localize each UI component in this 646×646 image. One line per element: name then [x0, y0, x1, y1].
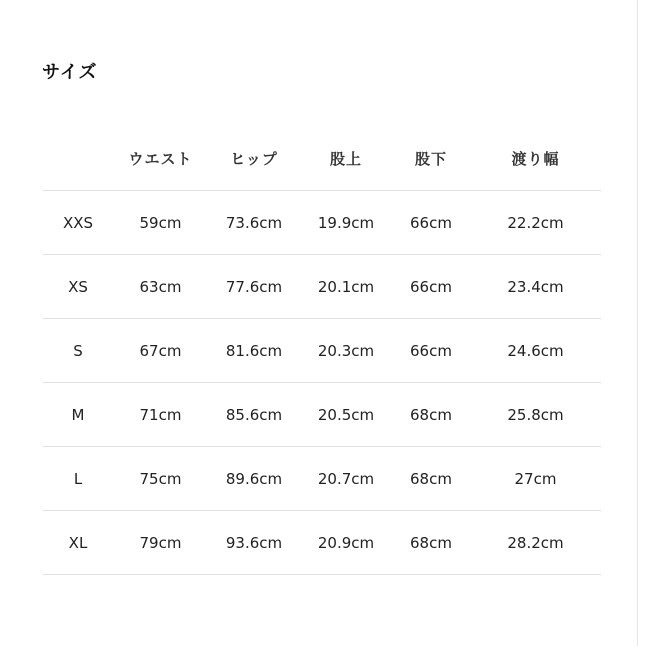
cell-size: M: [43, 383, 113, 447]
header-size: [43, 126, 113, 191]
cell-hip: 93.6cm: [208, 511, 300, 575]
cell-thigh-width: 24.6cm: [470, 319, 601, 383]
table-row: [43, 255, 601, 319]
cell-rise: 20.3cm: [300, 319, 392, 383]
table-row: [43, 191, 601, 255]
cell-thigh-width: 27cm: [470, 447, 601, 511]
header-rise: 股上: [300, 126, 392, 191]
cell-waist: 71cm: [113, 383, 208, 447]
header-inseam: 股下: [392, 126, 470, 191]
table-row: [43, 447, 601, 511]
cell-rise: 19.9cm: [300, 191, 392, 255]
cell-waist: 67cm: [113, 319, 208, 383]
cell-inseam: 66cm: [392, 255, 470, 319]
cell-inseam: 68cm: [392, 383, 470, 447]
cell-thigh-width: 25.8cm: [470, 383, 601, 447]
header-row: [43, 126, 601, 191]
cell-rise: 20.1cm: [300, 255, 392, 319]
table-row: [43, 383, 601, 447]
cell-size: XXS: [43, 191, 113, 255]
cell-waist: 63cm: [113, 255, 208, 319]
cell-inseam: 66cm: [392, 319, 470, 383]
cell-size: L: [43, 447, 113, 511]
cell-hip: 77.6cm: [208, 255, 300, 319]
frame-edge: [637, 0, 638, 646]
cell-size: XS: [43, 255, 113, 319]
cell-waist: 79cm: [113, 511, 208, 575]
cell-inseam: 68cm: [392, 447, 470, 511]
header-thigh-width: 渡り幅: [470, 126, 601, 191]
page-title: サイズ: [42, 62, 98, 83]
header-hip: ヒップ: [208, 126, 300, 191]
cell-hip: 81.6cm: [208, 319, 300, 383]
size-table: [43, 126, 601, 575]
cell-waist: 59cm: [113, 191, 208, 255]
cell-rise: 20.9cm: [300, 511, 392, 575]
header-waist: ウエスト: [113, 126, 208, 191]
cell-waist: 75cm: [113, 447, 208, 511]
cell-size: XL: [43, 511, 113, 575]
cell-hip: 85.6cm: [208, 383, 300, 447]
cell-thigh-width: 22.2cm: [470, 191, 601, 255]
cell-hip: 73.6cm: [208, 191, 300, 255]
cell-thigh-width: 28.2cm: [470, 511, 601, 575]
cell-inseam: 68cm: [392, 511, 470, 575]
table-row: [43, 511, 601, 575]
cell-size: S: [43, 319, 113, 383]
size-table-body: [43, 191, 601, 575]
cell-hip: 89.6cm: [208, 447, 300, 511]
cell-rise: 20.7cm: [300, 447, 392, 511]
table-row: [43, 319, 601, 383]
cell-inseam: 66cm: [392, 191, 470, 255]
cell-rise: 20.5cm: [300, 383, 392, 447]
size-table-header: [43, 126, 601, 191]
cell-thigh-width: 23.4cm: [470, 255, 601, 319]
